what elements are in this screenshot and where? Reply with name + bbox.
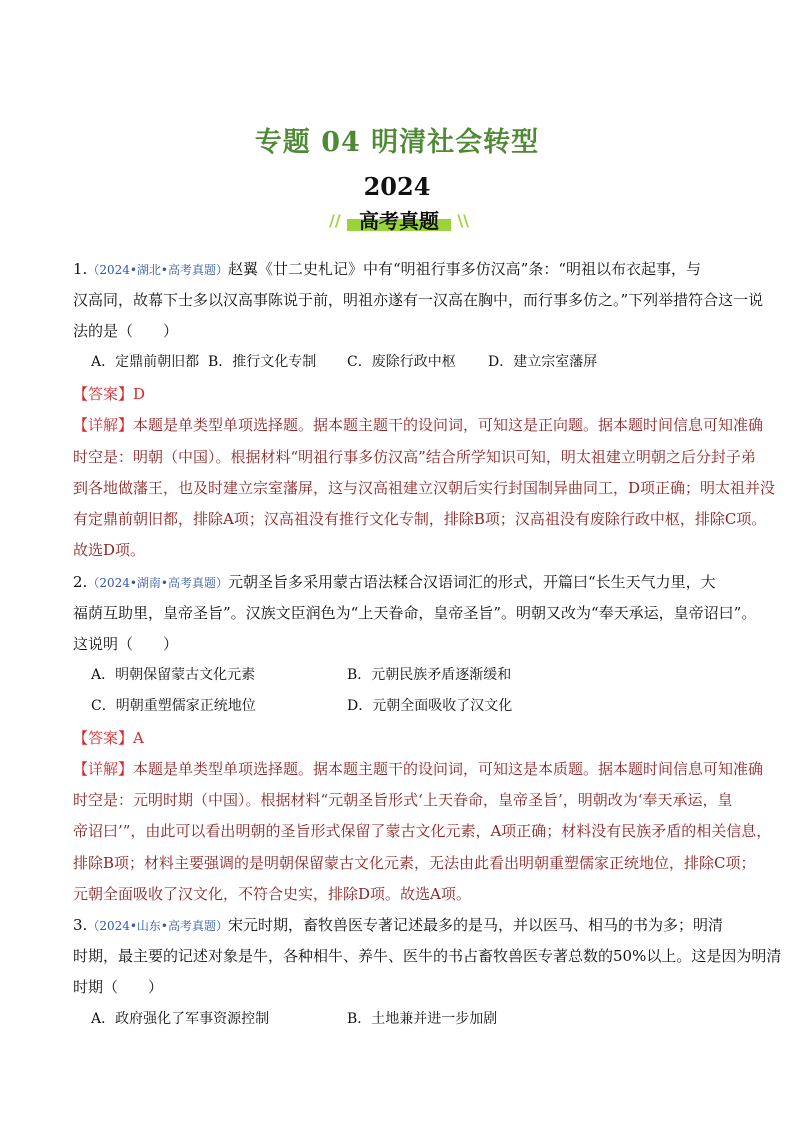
q2-option-a: A．明朝保留蒙古文化元素	[91, 667, 256, 683]
year-heading: 2024	[363, 172, 431, 201]
q1-line-1	[73, 259, 701, 280]
banner-label: 高考真题	[359, 209, 439, 233]
q2-answer-label: 【答案】	[73, 729, 134, 747]
q1-explain-3: 到各地做藩王，也及时建立宗室藩屏，这与汉高祖建立汉朝后实行封国制异曲同工，D项正确；明太祖并没	[73, 479, 776, 497]
q1-explain-2: 时空是：明朝（中国）。根据材料“明祖行事多仿汉高”结合所学知识可知，明太祖建立明朝之后分封子弟	[73, 448, 756, 466]
q3-text-1: 宋元时期，畜牧兽医专著记述最多的是马，并以医马、相马的书为多；明清	[228, 916, 724, 934]
banner-slash-right: \\	[457, 211, 469, 230]
q2-explain-1	[73, 759, 763, 779]
q1-option-d: D．建立宗室藩屏	[488, 354, 598, 370]
q2-answer-value: A	[133, 729, 144, 747]
q2-line-3: 这说明（ ）	[73, 635, 179, 653]
q2-text-1: 元朝圣旨多采用蒙古语法糅合汉语词汇的形式，开篇曰“长生天气力里，大	[228, 573, 716, 591]
q3-line-2: 时期，最主要的记述对象是牛，各种相牛、养牛、医牛的书占畜牧兽医专著总数的50%以上。这是因为明清	[73, 947, 782, 965]
q2-explain-4: 排除B项；材料主要强调的是明朝保留蒙古文化元素，无法由此看出明朝重塑儒家正统地位，排除C项；	[73, 854, 756, 872]
q2-option-b: B．元朝民族矛盾逐渐缓和	[347, 667, 512, 683]
q2-option-c: C．明朝重塑儒家正统地位	[91, 698, 256, 714]
banner-slash-left: //	[329, 211, 341, 230]
q1-explain-1	[73, 415, 763, 435]
q2-explain-5: 元朝全面吸收了汉文化，不符合史实，排除D项。故选A项。	[73, 885, 471, 903]
q3-option-a: A．政府强化了军事资源控制	[91, 1011, 270, 1027]
q1-text-1: 赵翼《廿二史札记》中有“明祖行事多仿汉高”条：“明祖以布衣起事，与	[228, 260, 702, 278]
q2-number: 2.	[73, 573, 88, 591]
q1-number: 1.	[73, 260, 88, 278]
q2-source: （2024•湖南•高考真题）	[87, 576, 229, 590]
q2-explain-text-1: 本题是单类型单项选择题。据本题主题干的设问词，可知这是本质题。据本题时间信息可知准确	[133, 760, 764, 778]
q1-line-3: 法的是（ ）	[73, 322, 179, 340]
q1-explain-5: 故选D项。	[73, 541, 146, 559]
q1-line-2: 汉高同，故幕下士多以汉高事陈说于前，明祖亦遂有一汉高在胸中，而行事多仿之。”下列举措符合这一说	[73, 291, 764, 309]
q2-line-2: 福荫互助里，皇帝圣旨”。汉族文臣润色为“上天眷命，皇帝圣旨”。明朝又改为“奉天承运，皇帝诏曰”。	[73, 604, 757, 622]
q3-number: 3.	[73, 916, 88, 934]
q1-explain-4: 有定鼎前朝旧都，排除A项；汉高祖没有推行文化专制，排除B项；汉高祖没有废除行政中枢，排除C项。	[73, 510, 767, 528]
q1-explain-text-1: 本题是单类型单项选择题。据本题主题干的设问词，可知这是正向题。据本题时间信息可知准确	[133, 416, 764, 434]
q3-source: （2024•山东•高考真题）	[87, 919, 229, 933]
q3-option-b: B．土地兼并进一步加剧	[347, 1011, 498, 1027]
q2-answer	[73, 728, 144, 748]
q2-explain-2: 时空是：元明时期（中国）。根据材料“元朝圣旨形式‘上天眷命，皇帝圣旨’，明朝改为‘奉天承运，皇	[73, 791, 733, 809]
q1-explain-label: 【详解】	[73, 416, 134, 434]
q3-line-3: 时期（ ）	[73, 978, 164, 996]
section-banner	[329, 207, 469, 237]
q1-option-a: A．定鼎前朝旧都	[91, 354, 200, 370]
q3-line-1	[73, 915, 723, 936]
page-title: 专题 04 明清社会转型	[254, 127, 540, 158]
q1-answer-value: D	[133, 385, 146, 403]
q1-answer-label: 【答案】	[73, 385, 134, 403]
q1-source: （2024•湖北•高考真题）	[87, 263, 229, 277]
q2-explain-label: 【详解】	[73, 760, 134, 778]
q1-option-c: C．废除行政中枢	[347, 354, 456, 370]
q2-option-d: D．元朝全面吸收了汉文化	[347, 698, 513, 714]
q1-answer	[73, 384, 145, 404]
q1-option-b: B．推行文化专制	[208, 354, 317, 370]
q2-line-1	[73, 572, 716, 593]
q2-explain-3: 帝诏曰’”，由此可以看出明朝的圣旨形式保留了蒙古文化元素，A项正确；材料没有民族矛盾的相关信息，	[73, 822, 772, 840]
